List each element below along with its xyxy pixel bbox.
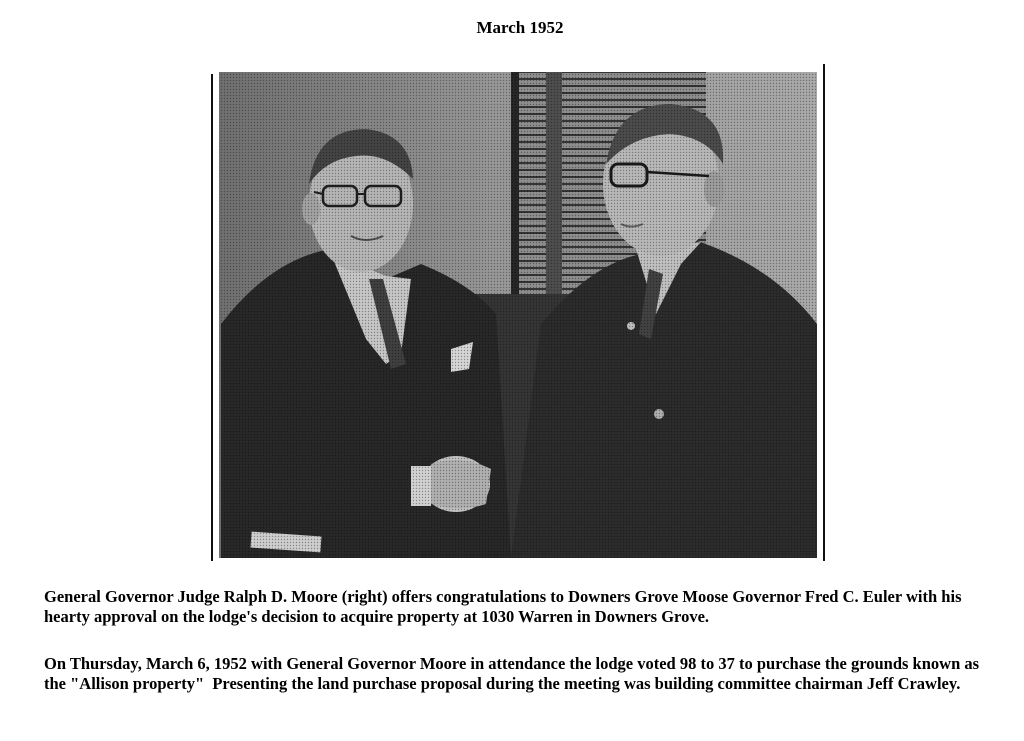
photo-image (211, 64, 825, 561)
historic-photograph (211, 64, 825, 561)
photo-left-border (211, 74, 213, 561)
page-title: March 1952 (476, 18, 564, 37)
event-description: On Thursday, March 6, 1952 with General Governor Moore in attendance the lodge voted 98 to 37 to purchase the grounds known as the "Allison property" Presenting the land purchase proposal during the meeting was building committee chairman Jeff Crawley. (44, 654, 984, 693)
photo-right-border (823, 64, 825, 561)
photo-caption: General Governor Judge Ralph D. Moore (right) offers congratulations to Downers Grove Moose Governor Fred C. Euler with his hearty approval on the lodge's decision to acquire property at 1030 Warren in Downers Grove. (44, 587, 962, 626)
